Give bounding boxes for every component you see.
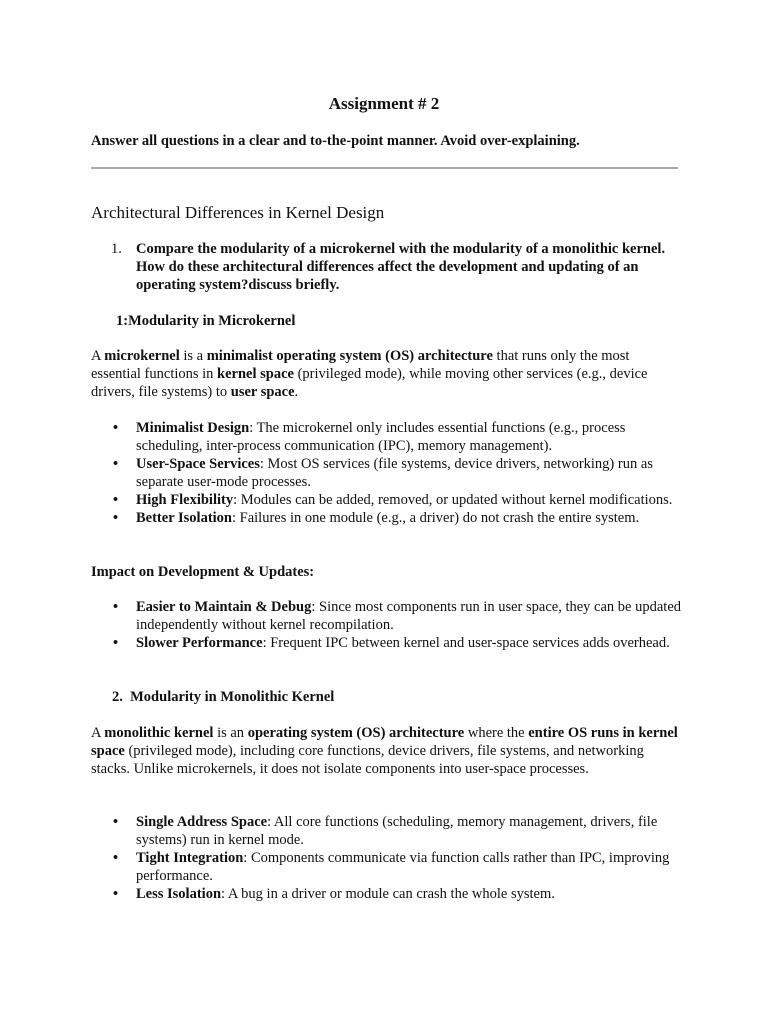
bullet-icon: • bbox=[113, 814, 119, 830]
list-item: • Single Address Space: All core functions (scheduling, memory management, drivers, file systems) run in kernel mode. bbox=[113, 814, 658, 848]
bullet-icon: • bbox=[113, 850, 119, 866]
monolithic-feature-list bbox=[91, 813, 681, 903]
microkernel-intro: A microkernel is a minimalist operating system (OS) architecture that runs only the most essential functions in kernel space (privileged mode), while moving other services (e.g., device drivers, file systems) to user space. bbox=[91, 348, 648, 400]
list-item: • High Flexibility: Modules can be added, removed, or updated without kernel modifications. bbox=[113, 492, 673, 508]
bullet-icon: • bbox=[113, 886, 119, 902]
list-item: • Minimalist Design: The microkernel only includes essential functions (e.g., process scheduling, inter-process communication (IPC), memory management). bbox=[113, 420, 626, 454]
horizontal-divider bbox=[91, 167, 678, 169]
bullet-icon: • bbox=[113, 456, 119, 472]
bullet-icon: • bbox=[113, 420, 119, 436]
bullet-icon: • bbox=[113, 492, 119, 508]
assignment-title: Assignment # 2 bbox=[328, 94, 440, 113]
bullet-icon: • bbox=[113, 599, 119, 615]
list-item: • User-Space Services: Most OS services (file systems, device drivers, networking) run as separate user-mode processes. bbox=[113, 456, 653, 490]
list-item: • Less Isolation: A bug in a driver or module can crash the whole system. bbox=[113, 886, 555, 902]
microkernel-feature-list bbox=[91, 419, 681, 527]
question-1 bbox=[91, 240, 681, 294]
impact-list bbox=[91, 598, 681, 652]
list-item: • Tight Integration: Components communicate via function calls rather than IPC, improving performance. bbox=[113, 850, 670, 884]
question-text: Compare the modularity of a microkernel with the modularity of a monolithic kernel. How do these architectural differences affect the development and updating of an operating system?discuss briefly. bbox=[136, 241, 666, 293]
monolithic-intro: A monolithic kernel is an operating system (OS) architecture where the entire OS runs in kernel space (privileged mode), including core functions, device drivers, file systems, and networking stacks. Unlike microkernels, it does not isolate components into user-space processes. bbox=[91, 725, 678, 777]
instructions-text: Answer all questions in a clear and to-the-point manner. Avoid over-explaining. bbox=[91, 133, 580, 149]
microkernel-heading: 1:Modularity in Microkernel bbox=[116, 313, 296, 329]
impact-heading: Impact on Development & Updates: bbox=[91, 564, 315, 580]
question-number: 1. bbox=[111, 241, 122, 257]
list-item: • Easier to Maintain & Debug: Since most components run in user space, they can be updated independently without kernel recompilation. bbox=[113, 599, 682, 633]
bullet-icon: • bbox=[113, 510, 119, 526]
monolithic-heading: 2. Modularity in Monolithic Kernel bbox=[112, 689, 335, 705]
list-item: • Slower Performance: Frequent IPC between kernel and user-space services adds overhead. bbox=[113, 635, 670, 651]
bullet-icon: • bbox=[113, 635, 119, 651]
list-item: • Better Isolation: Failures in one module (e.g., a driver) do not crash the entire system. bbox=[113, 510, 640, 526]
section-heading: Architectural Differences in Kernel Design bbox=[91, 203, 385, 222]
